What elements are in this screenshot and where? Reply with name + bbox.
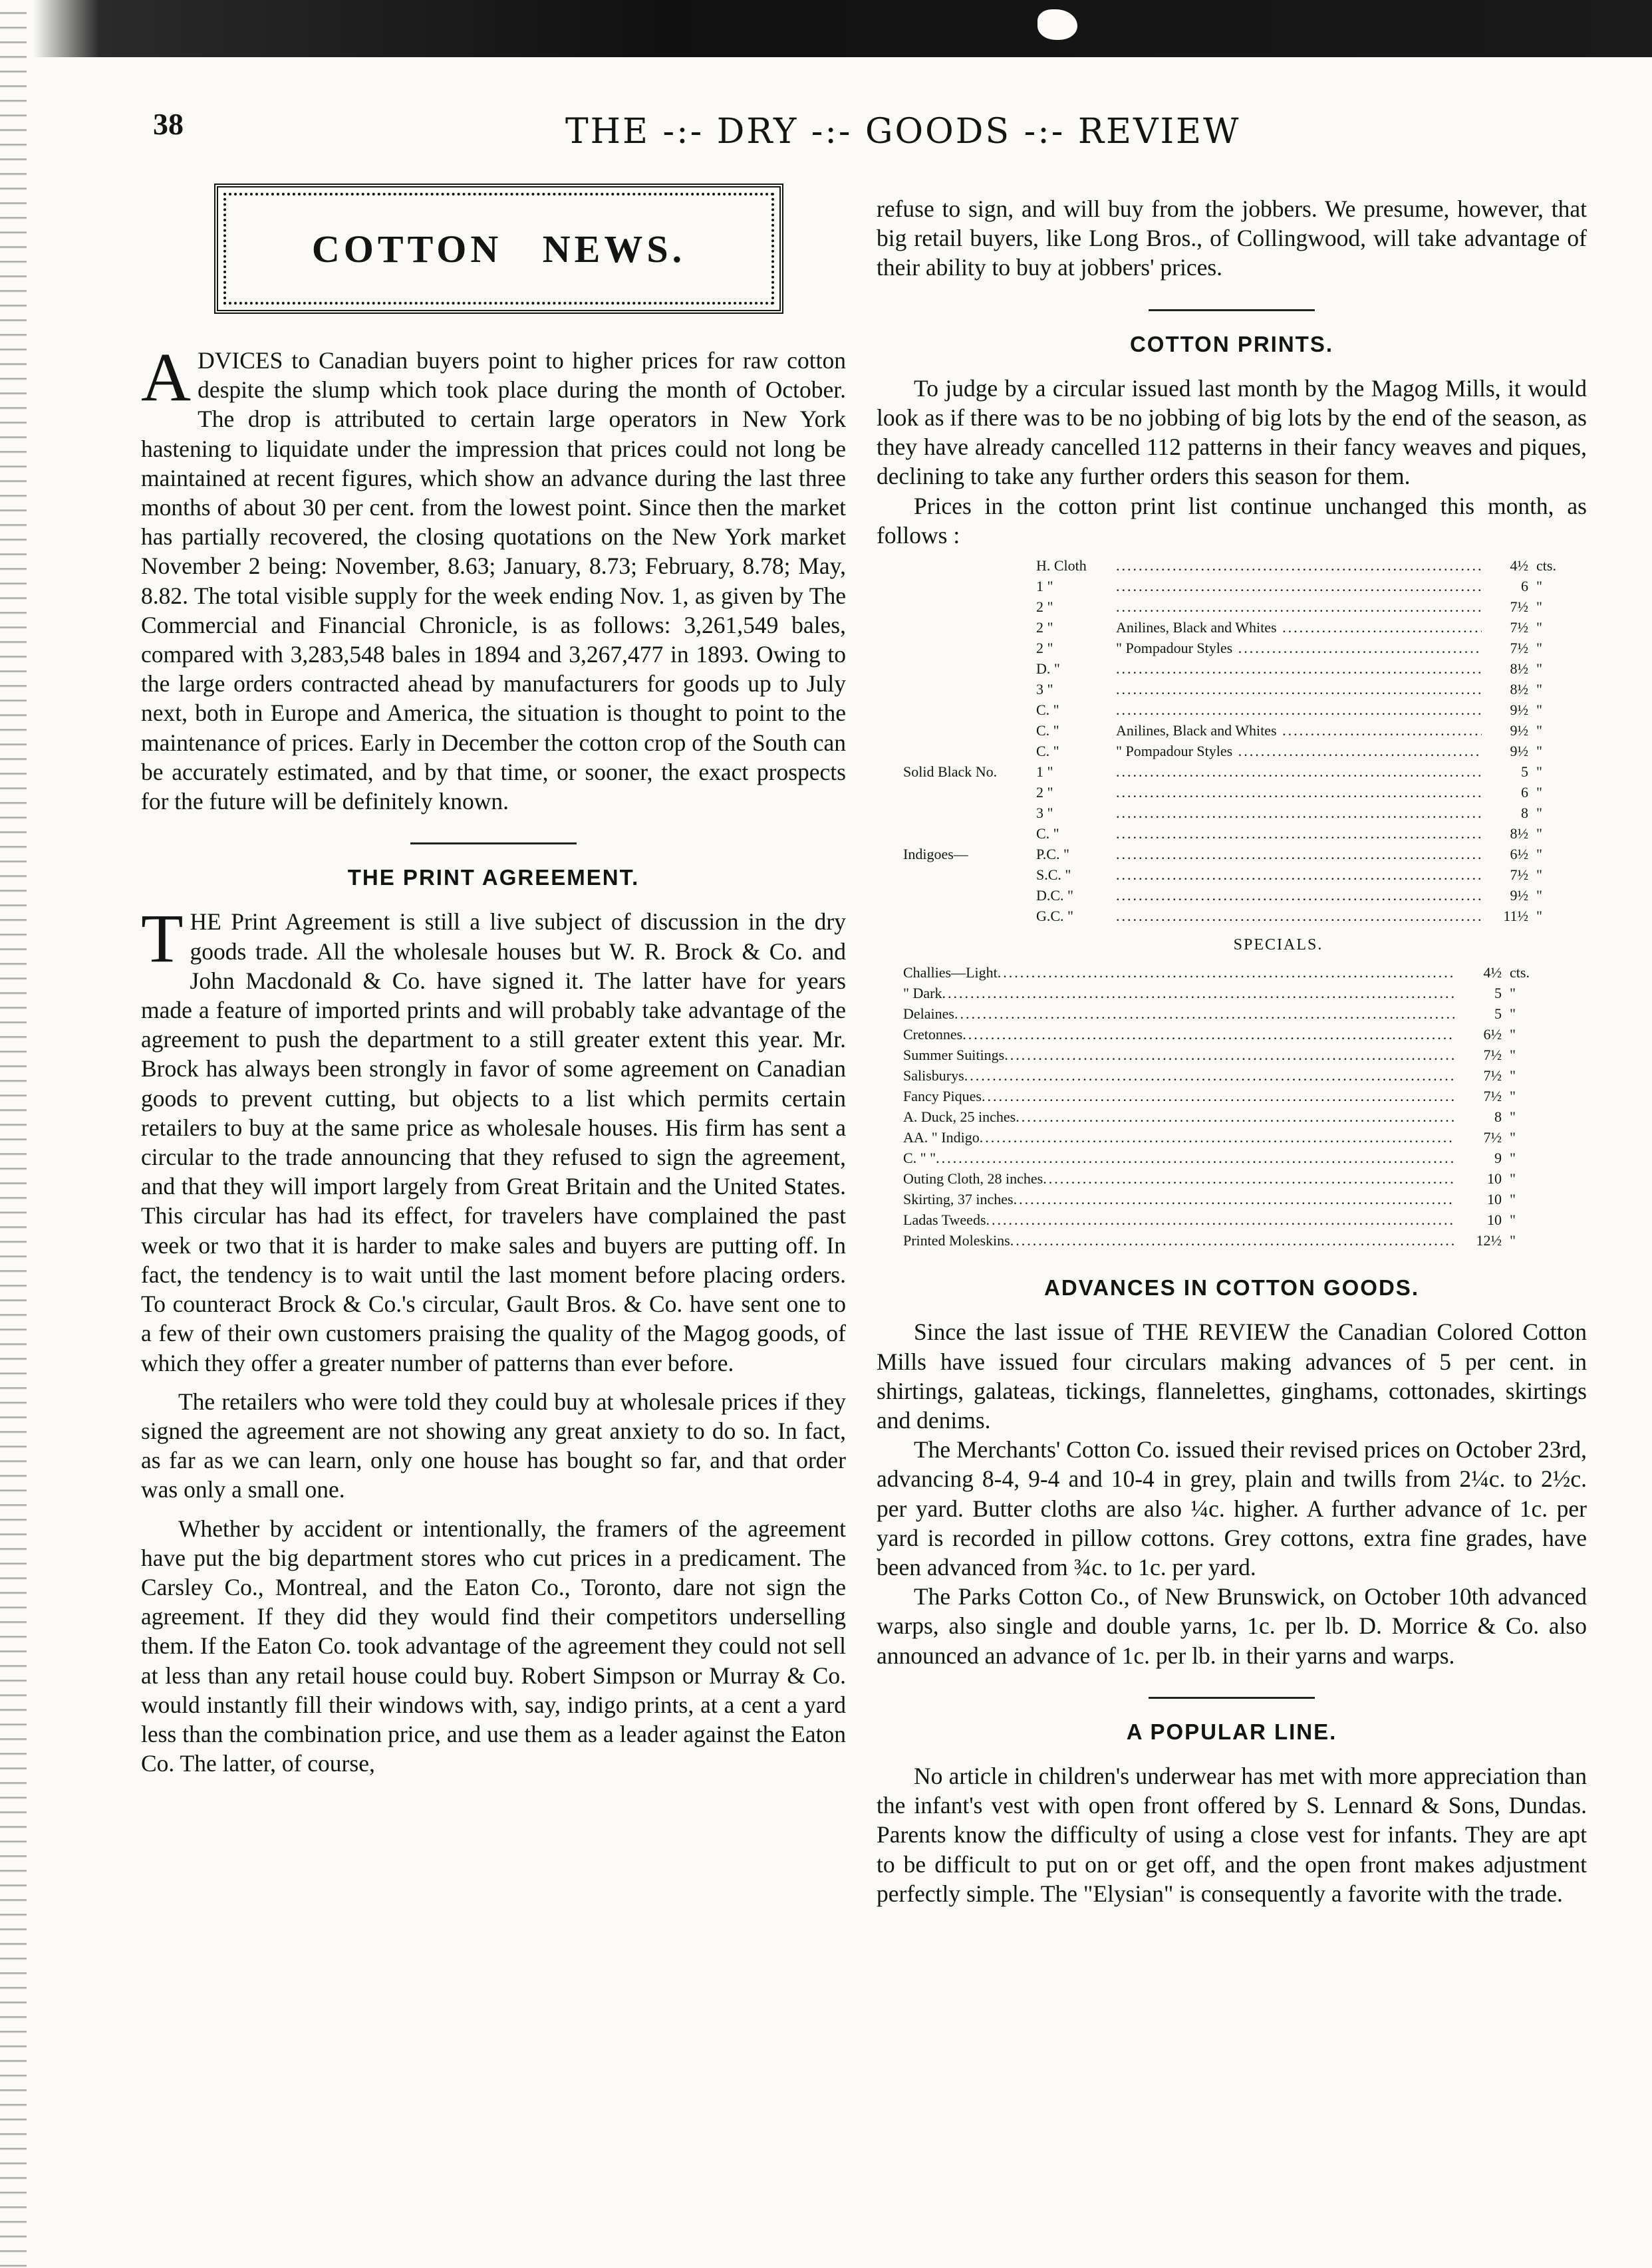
special-price: 12½ [1476, 1232, 1502, 1249]
scan-left-edge [0, 0, 27, 2268]
special-row [903, 962, 1542, 983]
price-desc [1116, 699, 1482, 720]
price-row [903, 803, 1568, 823]
leader-dots [982, 1086, 1455, 1106]
cotton-news-title-box [214, 184, 783, 314]
special-row [903, 1127, 1542, 1148]
price-desc [1116, 576, 1482, 596]
price-unit: cts. [1536, 557, 1556, 574]
price-desc [1116, 761, 1482, 782]
price-desc [1116, 658, 1482, 679]
special-row [903, 1065, 1542, 1086]
price-name: 2 " [1036, 784, 1053, 801]
special-row [903, 1003, 1542, 1024]
price-desc [1116, 782, 1482, 803]
price-unit: " [1536, 640, 1542, 657]
special-price: 5 [1494, 985, 1502, 1002]
price-unit: " [1536, 763, 1542, 781]
price-price: 7½ [1510, 640, 1528, 657]
price-name: G.C. " [1036, 908, 1074, 925]
print-agreement-heading: THE PRINT AGREEMENT. [347, 865, 640, 890]
special-row [903, 1209, 1542, 1230]
price-row [903, 638, 1568, 658]
special-label: C. " " [903, 1150, 936, 1167]
special-unit: " [1510, 1150, 1516, 1167]
price-unit: " [1536, 846, 1542, 863]
special-row [903, 1086, 1542, 1106]
price-desc [1116, 823, 1482, 844]
specials-list [903, 962, 1542, 1251]
popular-line-paragraph: No article in children's underwear has met with more appreciation than the infant's vest with open front offered by S. Lennard & Sons, Dundas. Parents know the difficulty of using a close vest for infants. They are apt to be difficult to put on or get off, and the open front makes adjustment perfectly simple. The "Elysian" is consequently a favorite with the trade. [877, 1763, 1587, 1907]
cotton-prints-paragraph-2: Prices in the cotton print list continue unchanged this month, as follows : [877, 492, 1587, 549]
price-price: 6½ [1510, 846, 1528, 863]
special-price: 10 [1487, 1211, 1502, 1229]
price-group [903, 638, 1036, 658]
price-group [903, 823, 1036, 844]
special-price: 7½ [1483, 1129, 1502, 1146]
special-price: 7½ [1483, 1067, 1502, 1084]
price-price: 8½ [1510, 660, 1528, 678]
price-desc: " Pompadour Styles ..... [1116, 741, 1482, 761]
special-price: 9 [1494, 1150, 1502, 1167]
leader-dots [980, 1127, 1455, 1148]
special-unit: " [1510, 1129, 1516, 1146]
price-unit: " [1536, 866, 1542, 884]
price-group [903, 906, 1036, 926]
price-name: C. " [1036, 743, 1059, 760]
price-price: 9½ [1510, 722, 1528, 739]
special-unit: " [1510, 1026, 1516, 1043]
price-unit: " [1536, 681, 1542, 698]
special-label: Skirting, 37 inches [903, 1191, 1014, 1208]
price-unit: " [1536, 701, 1542, 719]
price-group [903, 576, 1036, 596]
scan-blot [1037, 9, 1077, 40]
price-name: D.C. " [1036, 887, 1074, 904]
price-desc: Anilines, Black and Whites ..... [1116, 720, 1482, 741]
price-name: 1 " [1036, 578, 1053, 595]
price-price: 9½ [1510, 701, 1528, 719]
price-group [903, 720, 1036, 741]
price-group [903, 885, 1036, 906]
leader-dots [1043, 1168, 1455, 1189]
advances-heading: ADVANCES IN COTTON GOODS. [1044, 1275, 1419, 1301]
special-label: Outing Cloth, 28 inches [903, 1170, 1043, 1188]
special-row [903, 1024, 1542, 1045]
special-unit: " [1510, 1067, 1516, 1084]
leader-dots [962, 1024, 1455, 1045]
price-group [903, 782, 1036, 803]
special-price: 10 [1487, 1170, 1502, 1188]
special-unit: " [1510, 1232, 1516, 1249]
special-unit: " [1510, 1170, 1516, 1188]
special-unit: " [1510, 1211, 1516, 1229]
advances-paragraph-1: Since the last issue of THE REVIEW the Canadian Colored Cotton Mills have issued four circulars making advances of 5 per cent. in shirtings, galateas, tickings, flannelettes, ginghams, cottonades, skirtings and denims. [877, 1319, 1587, 1434]
price-row [903, 741, 1568, 761]
price-desc [1116, 596, 1482, 617]
price-desc [1116, 679, 1482, 699]
price-group [903, 864, 1036, 885]
leader-dots [964, 1065, 1455, 1086]
print-agreement-text: HE Print Agreement is still a live subject of discussion in the dry goods trade. All the wholesale houses but W. R. Brock & Co. and John Macdonald & Co. have signed it. The latter have for years made a feature of imported prints and will probably take advantage of the agreement to push the department to a still greater extent this year. Mr. Brock has always been strongly in favor of some agreement on Canadian goods to prevent cutting, but objects to a list which permits certain retailers to buy at the same price as wholesale houses. His firm has sent a circular to the trade announcing that they refused to sign the agreement, and that they will import largely from Great Britain and the United States. This circular has had its effect, for travelers have complained the past week or two that it is harder to make sales and buyers are putting off. In fact, the tendency is to wait until the last moment before placing orders. To counteract Brock & Co.'s circular, Gault Bros. & Co. have sent one to a few of their own customers praising the quality of the Magog goods, of which they offer a greater number of patterns than ever before. [141, 908, 846, 1376]
section-rule [1149, 309, 1315, 311]
price-price: 6 [1521, 784, 1528, 801]
cotton-prints-paragraph-1: To judge by a circular issued last month by the Magog Mills, it would look as if there was to be no jobbing of big lots by the end of the season, as they have already cancelled 112 patterns in their fancy weaves and piques, declining to take any further orders this season for them. [877, 374, 1587, 490]
leader-dots [1004, 1045, 1455, 1065]
print-agreement-paragraph-3: Whether by accident or intentionally, the framers of the agreement have put the big department stores who cut prices in a predicament. The Carsley Co., Montreal, and the Eaton Co., Toronto, dare not sign the agreement. If they did they would find their competitors underselling them. If the Eaton Co. took advantage of the agreement they could not sell at less than any retail house could buy. Robert Simpson or Murray & Co. would instantly fill their windows with, say, indigo prints, at a cent a yard less than the combination price, and use them as a leader against the Eaton Co. The latter, of course, [141, 1515, 846, 1777]
dropcap: A [141, 339, 192, 416]
price-desc [1116, 844, 1482, 864]
price-group [903, 741, 1036, 761]
price-name: 2 " [1036, 619, 1053, 636]
price-name: 2 " [1036, 640, 1053, 657]
special-price: 7½ [1483, 1088, 1502, 1105]
leader-dots [1016, 1106, 1455, 1127]
cotton-news-title: COTTON NEWS. [311, 227, 686, 271]
price-group: Indigoes— [903, 846, 968, 863]
price-row [903, 906, 1568, 926]
price-unit: " [1536, 660, 1542, 678]
special-row [903, 1189, 1542, 1209]
price-name: 2 " [1036, 598, 1053, 616]
price-group [903, 699, 1036, 720]
price-row [903, 761, 1568, 782]
price-row [903, 844, 1568, 864]
price-row [903, 679, 1568, 699]
special-row [903, 1045, 1542, 1065]
special-label: Fancy Piques [903, 1088, 982, 1105]
special-label: Challies—Light [903, 964, 998, 981]
price-desc [1116, 803, 1482, 823]
scan-top-border [0, 0, 1652, 57]
price-price: 11½ [1503, 908, 1528, 925]
print-agreement-paragraph [141, 900, 846, 1377]
advances-paragraph-3: The Parks Cotton Co., of New Brunswick, on October 10th advanced warps, also single and double yarns, 1c. per lb. D. Morrice & Co. also announced an advance of 1c. per lb. in their yarns and warps. [877, 1583, 1587, 1669]
special-unit: " [1510, 1088, 1516, 1105]
price-desc: " Pompadour Styles ..... [1116, 638, 1482, 658]
price-price: 4½ [1510, 557, 1528, 574]
price-group [903, 596, 1036, 617]
special-unit: " [1510, 985, 1516, 1002]
price-name: C. " [1036, 825, 1059, 842]
price-group: Solid Black No. [903, 763, 998, 781]
right-column [877, 194, 1587, 1908]
page-number: 38 [153, 107, 184, 141]
price-name: 3 " [1036, 681, 1053, 698]
special-unit: " [1510, 1108, 1516, 1126]
specials-title: SPECIALS. [1233, 936, 1323, 954]
price-row [903, 617, 1568, 638]
price-desc: Anilines, Black and Whites ..... [1116, 617, 1482, 638]
price-row [903, 864, 1568, 885]
section-rule [410, 842, 577, 844]
special-unit: " [1510, 1191, 1516, 1208]
special-price: 6½ [1483, 1026, 1502, 1043]
price-price: 6 [1521, 578, 1528, 595]
price-price: 7½ [1510, 598, 1528, 616]
price-price: 7½ [1510, 619, 1528, 636]
price-name: D. " [1036, 660, 1060, 678]
price-group [903, 803, 1036, 823]
title-box-inner-border [223, 193, 774, 305]
price-group [903, 617, 1036, 638]
price-price: 9½ [1510, 743, 1528, 760]
special-label: Salisburys [903, 1067, 964, 1084]
price-price: 8½ [1510, 681, 1528, 698]
price-unit: " [1536, 619, 1542, 636]
leader-dots [998, 962, 1455, 983]
special-label: Delaines [903, 1005, 954, 1023]
price-name: C. " [1036, 701, 1059, 719]
special-label: Cretonnes [903, 1026, 963, 1043]
price-price: 7½ [1510, 866, 1528, 884]
price-unit: " [1536, 825, 1542, 842]
price-price: 5 [1521, 763, 1528, 781]
special-price: 10 [1487, 1191, 1502, 1208]
price-unit: " [1536, 908, 1542, 925]
cotton-news-paragraph [141, 339, 846, 816]
special-price: 4½ [1483, 964, 1502, 981]
advances-paragraph-2: The Merchants' Cotton Co. issued their revised prices on October 23rd, advancing 8-4, 9-4 and 10-4 in grey, plain and twills from 2¼c. to 2½c. per yard. Butter cloths are also ¼c. higher. A further advance of 1c. per yard is recorded in pillow cottons. Grey cottons, extra fine grades, have been advanced from ¾c. to 1c. per yard. [877, 1436, 1587, 1581]
special-label: Summer Suitings [903, 1047, 1005, 1064]
special-unit: cts. [1510, 964, 1530, 981]
dropcap: T [141, 900, 184, 977]
special-row [903, 1168, 1542, 1189]
price-row [903, 885, 1568, 906]
section-rule [1149, 1697, 1315, 1699]
price-row [903, 720, 1568, 741]
special-label: Ladas Tweeds [903, 1211, 986, 1229]
leader-dots [986, 1209, 1455, 1230]
price-unit: " [1536, 784, 1542, 801]
price-unit: " [1536, 722, 1542, 739]
price-price: 9½ [1510, 887, 1528, 904]
price-name: S.C. " [1036, 866, 1071, 884]
print-agreement-paragraph-2: The retailers who were told they could buy at wholesale prices if they signed the agreement are not showing any great anxiety to do so. In fact, as far as we can learn, only one house has bought so far, and that order was only a small one. [141, 1388, 846, 1503]
special-unit: " [1510, 1047, 1516, 1064]
special-unit: " [1510, 1005, 1516, 1023]
cotton-prints-heading: COTTON PRINTS. [1129, 331, 1334, 356]
special-label: A. Duck, 25 inches [903, 1108, 1016, 1126]
price-row [903, 658, 1568, 679]
price-row [903, 596, 1568, 617]
price-list [903, 555, 1568, 926]
price-price: 8½ [1510, 825, 1528, 842]
special-label: " Dark [903, 985, 942, 1002]
leader-dots [954, 1003, 1455, 1024]
print-agreement-continued: refuse to sign, and will buy from the jobbers. We presume, however, that big retail buyers, like Long Bros., of Collingwood, will take advantage of their ability to buy at jobbers' prices. [877, 195, 1587, 281]
price-group [903, 658, 1036, 679]
special-price: 8 [1494, 1108, 1502, 1126]
price-desc [1116, 885, 1482, 906]
price-desc [1116, 555, 1482, 576]
price-desc [1116, 864, 1482, 885]
page-header [153, 106, 1570, 166]
price-price: 8 [1521, 805, 1528, 822]
price-group [903, 679, 1036, 699]
price-row [903, 782, 1568, 803]
price-name: H. Cloth [1036, 557, 1087, 574]
leader-dots [936, 1148, 1455, 1168]
left-column [141, 339, 846, 1778]
masthead: THE -:- DRY -:- GOODS -:- REVIEW [565, 112, 1241, 152]
price-unit: " [1536, 743, 1542, 760]
price-group [903, 555, 1036, 576]
special-row [903, 1106, 1542, 1127]
price-row [903, 699, 1568, 720]
price-unit: " [1536, 578, 1542, 595]
cotton-news-text: DVICES to Canadian buyers point to higher prices for raw cotton despite the slump which took place during the month of October. The drop is attributed to certain large operators in New York hastening to liquidate under the impression that prices could not long be maintained at recent figures, which show an advance during the last three months of about 30 per cent. from the lowest point. Since then the market has partially recovered, the closing quotations on the New York market November 2 being: November, 8.63; January, 8.73; February, 8.78; May, 8.82. The total visible supply for the week ending Nov. 1, as given by The Commercial and Financial Chronicle, is as follows: 3,261,549 bales, compared with 3,283,548 bales in 1894 and 3,267,477 in 1893. Owing to the large orders contracted ahead by manufacturers for goods up to July next, both in Europe and America, the situation is thought to point to the maintenance of prices. Early in December the cotton crop of the South can be accurately estimated, and by that time, or sooner, the exact prospects for the future will be definitely known. [141, 347, 846, 815]
price-name: C. " [1036, 722, 1059, 739]
special-price: 7½ [1483, 1047, 1502, 1064]
price-unit: " [1536, 598, 1542, 616]
price-unit: " [1536, 805, 1542, 822]
price-row [903, 823, 1568, 844]
price-desc [1116, 906, 1482, 926]
special-label: AA. " Indigo [903, 1129, 980, 1146]
special-row [903, 983, 1542, 1003]
leader-dots [1014, 1189, 1455, 1209]
special-row [903, 1148, 1542, 1168]
popular-line-heading: A POPULAR LINE. [1126, 1719, 1337, 1744]
leader-dots [942, 983, 1455, 1003]
special-row [903, 1230, 1542, 1251]
price-row [903, 576, 1568, 596]
special-price: 5 [1494, 1005, 1502, 1023]
price-name: P.C. " [1036, 846, 1069, 863]
price-unit: " [1536, 887, 1542, 904]
price-row [903, 555, 1568, 576]
price-name: 1 " [1036, 763, 1053, 781]
price-name: 3 " [1036, 805, 1053, 822]
leader-dots [1010, 1230, 1455, 1251]
special-label: Printed Moleskins [903, 1232, 1010, 1249]
